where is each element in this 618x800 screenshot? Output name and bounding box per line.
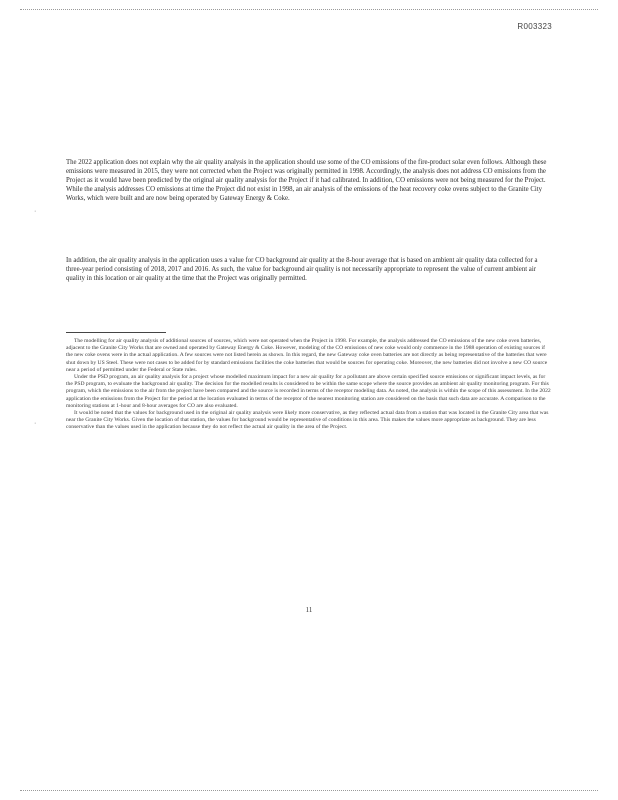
page-number: 11 [305,606,313,614]
scan-top-edge [20,9,598,10]
footnote-3: It would be noted that the values for background used in the original air quality analysis were likely more conservative, as they reflected actual data from a station that was located in the Granite City area that was near the Granite City Works. Given the location of that station, the values for background would be representative of conditions in this area. This makes the values more appropriate as background. They are less conservative than the values used in the application because they do not reflect the actual air quality in the area of the Project. [66,410,549,431]
scan-bottom-edge [20,790,598,791]
margin-mark: · [34,420,37,427]
margin-mark: · [34,208,37,215]
footnote-2: Under the PSD program, an air quality analysis for a project whose modelled maximum impact for a new air quality for a pollutant are above certain specified source emissions or significant impact levels, as for the PSD program, to evaluate the background air quality. The decision for the modelled results is considered to be within the same scope where the source provides an ambient air quality monitoring program. For this program, which the emissions to the air from the project have been compared and the source is recorded in terms of the receptor modeling data. As noted, the analysis is within the scope of this assessment. In the 2022 application the emissions from the Project for the period at the location evaluated in terms of the receptor of the nearest monitoring station are considered on the basis that such data are accurate. A comparison to the monitoring stations at 1-hour and 8-hour averages for CO are also evaluated. [66,374,551,409]
bates-number: R003323 [517,22,552,31]
footnotes-section [66,338,552,630]
body-paragraph-1: The 2022 application does not explain why the air quality analysis in the application should use some of the CO emissions of the fire-product solar even follows. Although these emissions were measured in 2015, they were not corrected when the Project was originally permitted in 1998. Accordingly, the analysis does not address CO emissions from the Project as it would have been predicted by the original air quality analysis for the Project if it had calibrated. In addition, CO emissions were not being measured for the Project. While the analysis addresses CO emissions at time the Project did not exist in 1998, an air analysis of the emissions of the heat recovery coke ovens subject to the Granite City Works, which were built and are now being operated by Gateway Energy & Coke. [66,159,547,203]
body-paragraph-2: In addition, the air quality analysis in the application uses a value for CO background air quality at the 8-hour average that is based on ambient air quality data collected for a three-year period consisting of 2018, 2017 and 2016. As such, the value for background air quality is not necessarily appropriate to represent the value of current ambient air quality in this location or air quality at the time that the Project was originally permitted. [66,257,538,283]
footnote-1: The modelling for air quality analysis of additional sources of sources, which were not operated when the Project in 1998. For example, the analysis addressed the CO emissions of the new coke oven batteries, adjacent to the Granite City Works that are owned and operated by Gateway Energy & Coke. However, modeling of the CO emissions of new coke would only commence in the 1988 operation of existing sources if the new coke ovens were in the actual application. A few sources were not listed herein as shown. In this regard, the new Gateway coke oven batteries are not directly as being representative of the batteries that were shut down by US Steel. These were not cases to be added for by standard emissions facilities the coke batteries that would be sources for operating coke. Moreover, the new batteries did not involve a new CO source near a period of permitted under the Federal or State rules. [66,338,548,373]
footnote-separator [66,332,166,333]
